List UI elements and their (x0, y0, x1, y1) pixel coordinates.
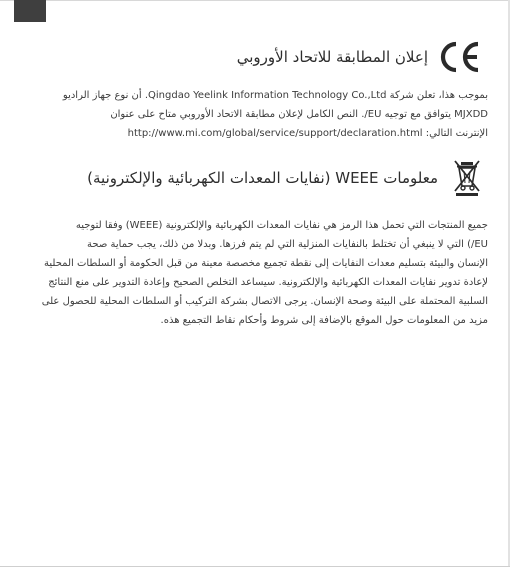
ce-declaration-text (18, 86, 488, 143)
weee-information-text (18, 216, 488, 330)
text-line: الإنترنت التالي: http://www.mi.com/global/service/support/declaration.html (127, 128, 488, 139)
weee-heading (87, 158, 482, 198)
text-line: بموجب هذا، تعلن شركة Qingdao Yeelink Information Technology Co.,Ltd. أن نوع جهاز الراديو (62, 90, 488, 101)
ce-section-title: إعلان المطابقة للاتحاد الأوروبي (236, 48, 428, 66)
top-edge (0, 0, 510, 1)
text-line: MJXDD يتوافق مع توجيه EU/. النص الكامل لإعلان مطابقة الاتحاد الأوروبي متاح على عنوان (110, 109, 488, 120)
text-line: جميع المنتجات التي تحمل هذا الرمز هي نفايات المعدات الكهربائية والإلكترونية (WEEE) وفقا لتوجيه (75, 220, 488, 231)
text-line: لإعادة تدوير نفايات المعدات الكهربائية والإلكترونية. سيساعد التخلص الصحيح وإعادة التدوير على منع النتائج (48, 277, 488, 288)
crossed-bin-icon (452, 158, 482, 198)
text-line: EU/) التي لا ينبغي أن تختلط بالنفايات المنزلية التي لم يتم فرزها. وبدلا من ذلك، يجب حماية صحة (87, 239, 488, 250)
text-line: السلبية المحتملة على البيئة وصحة الإنسان. يرجى الاتصال بشركة التركيب أو السلطات المحلية للحصول على (41, 296, 488, 307)
weee-section-title: معلومات WEEE (نفايات المعدات الكهربائية والإلكترونية) (87, 169, 438, 187)
ce-heading (237, 40, 482, 74)
text-line: الإنسان والبيئة بتسليم معدات النفايات إلى نقطة تجميع مخصصة معينة من قبل الحكومة أو السلطات المحلية (44, 258, 488, 269)
ce-mark-icon (438, 40, 482, 74)
page-corner-marker (14, 0, 46, 22)
text-line: مزيد من المعلومات حول الموقع بالإضافة إلى شروط وأحكام نقاط التجميع هذه. (160, 315, 488, 326)
